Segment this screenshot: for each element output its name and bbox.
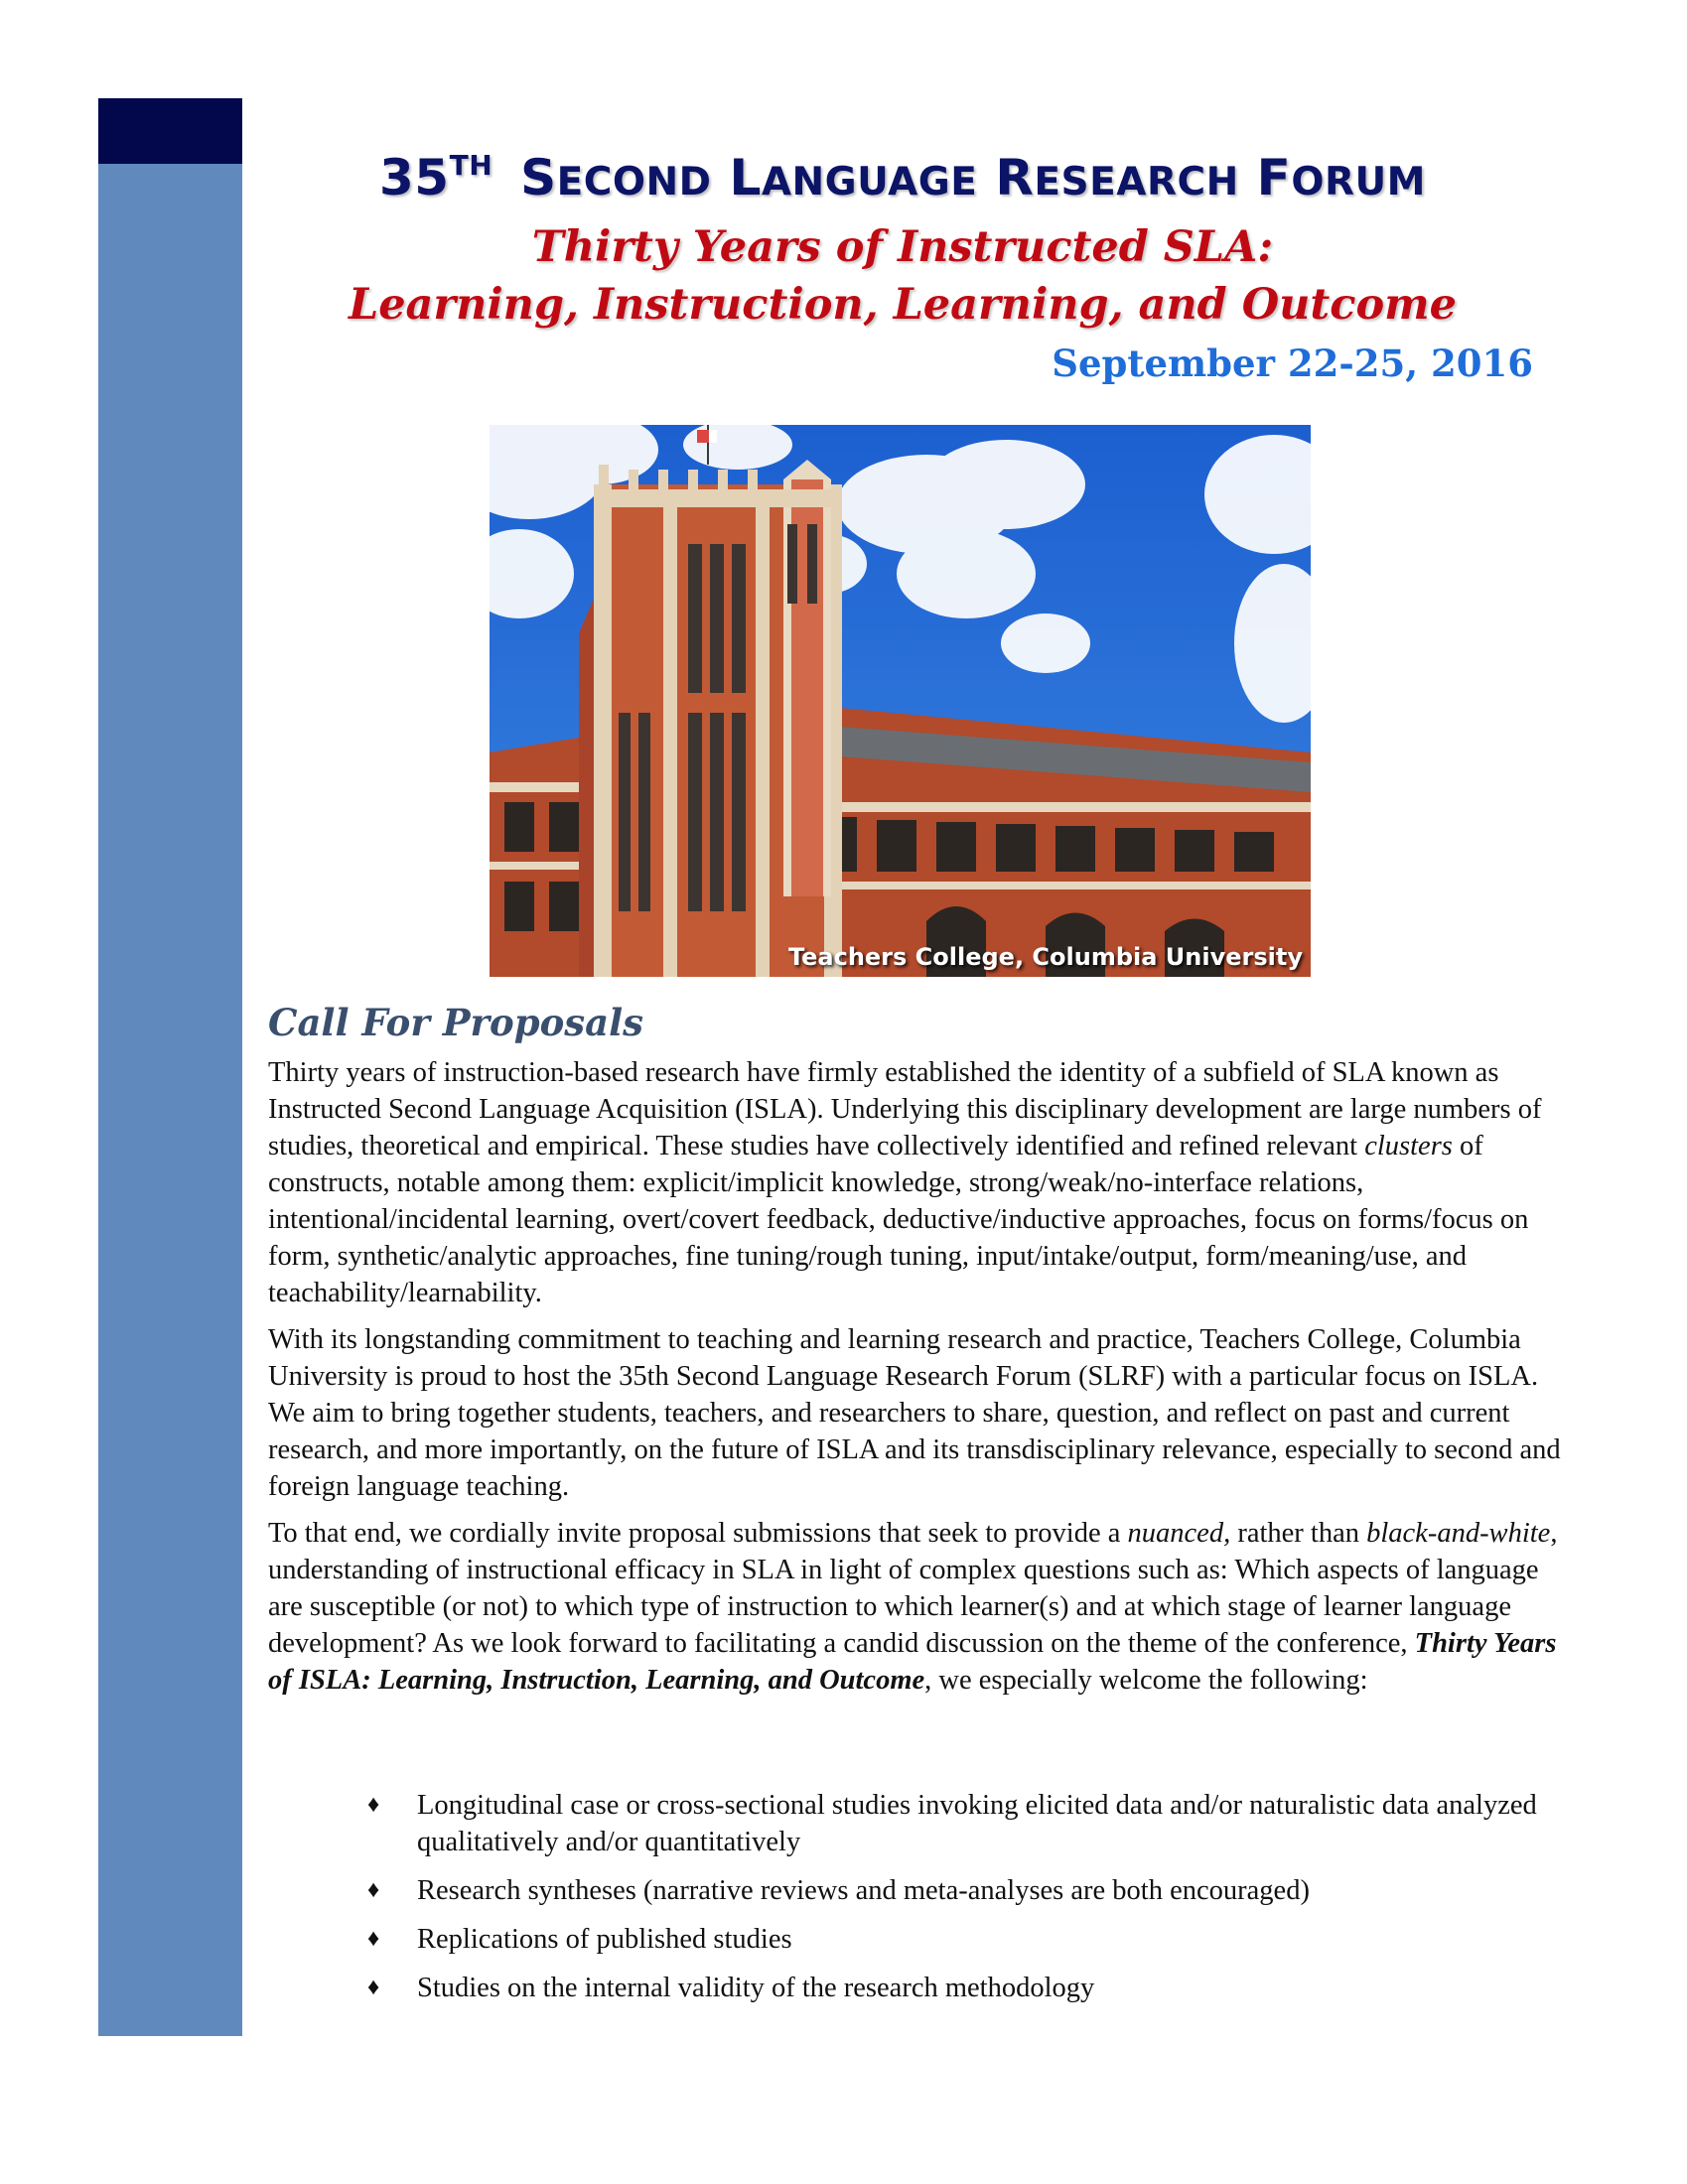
- paragraph-intro: Thirty years of instruction-based research have firmly established the identity of a subfield of SLA known as Instructed Second Language Acquisition (ISLA). Underlying this disciplinary development are large numbers of studies, theoretical and empirical. These studies have collectively identified and refined relevant clusters of constructs, notable among them: explicit/implicit knowledge, strong/weak/no-interface relations, intentional/incidental learning, overt/covert feedback, deductive/inductive approaches, focus on forms/focus on form, synthetic/analytic approaches, fine tuning/rough tuning, input/intake/output, form/meaning/use, and teachability/learnability.: [268, 1057, 1542, 1308]
- forum-title: [242, 149, 1563, 206]
- title-word: RESEARCH: [995, 149, 1239, 206]
- campus-photo: [490, 425, 1311, 977]
- subtitle-line-2: Learning, Instruction, Learning, and Outcome: [348, 280, 1458, 330]
- title-word: LANGUAGE: [729, 149, 978, 206]
- building-illustration: [490, 425, 1311, 977]
- call-for-proposals-heading: Call For Proposals: [268, 1001, 643, 1044]
- title-word: SECOND: [520, 149, 712, 206]
- list-item: ♦ Studies on the internal validity of the research methodology: [367, 1970, 1579, 2006]
- title-word: FORUM: [1256, 149, 1426, 206]
- title-number: 35: [379, 149, 450, 206]
- paragraph-host: With its longstanding commitment to teaching and learning research and practice, Teachers College, Columbia University is proud to host the 35th Second Language Research Forum (SLRF) with a particular focus on ISLA. We aim to bring together students, teachers, and researchers to share, question, and reflect on past and current research, and more importantly, on the future of ISLA and its transdisciplinary relevance, especially to second and foreign language teaching.: [268, 1324, 1561, 1502]
- subtitle-line-1: Thirty Years of Instructed SLA:: [531, 222, 1274, 272]
- paragraph-invitation: To that end, we cordially invite proposal submissions that seek to provide a nuanced, rather than black-and-white, understanding of instructional efficacy in SLA in light of complex questions such as: Which aspects of language are susceptible (or not) to which type of instruction to which learner(s) and at which stage of learner language development? As we look forward to facilitating a candid discussion on the theme of the conference, Thirty Years of ISLA: Learning, Instruction, Learning, and Outcome, we especially welcome the following:: [268, 1518, 1558, 1696]
- sidebar-bar: [98, 98, 242, 2036]
- topics-list: [367, 1787, 1579, 2018]
- diamond-bullet-icon: ♦: [367, 1792, 380, 1818]
- diamond-bullet-icon: ♦: [367, 1975, 380, 2000]
- list-item: ♦ Replications of published studies: [367, 1921, 1579, 1958]
- diamond-bullet-icon: ♦: [367, 1877, 380, 1903]
- sidebar-cap: [98, 98, 242, 164]
- list-item: ♦ Research syntheses (narrative reviews and meta-analyses are both encouraged): [367, 1872, 1579, 1909]
- photo-caption: Teachers College, Columbia University: [787, 943, 1303, 971]
- list-item: ♦ Longitudinal case or cross-sectional studies invoking elicited data and/or naturalistic data analyzed qualitatively and/or quantitatively: [367, 1787, 1579, 1860]
- body-text: [268, 1054, 1579, 1708]
- diamond-bullet-icon: ♦: [367, 1926, 380, 1952]
- event-dates: September 22-25, 2016: [1052, 341, 1533, 385]
- title-suffix: TH: [449, 149, 493, 182]
